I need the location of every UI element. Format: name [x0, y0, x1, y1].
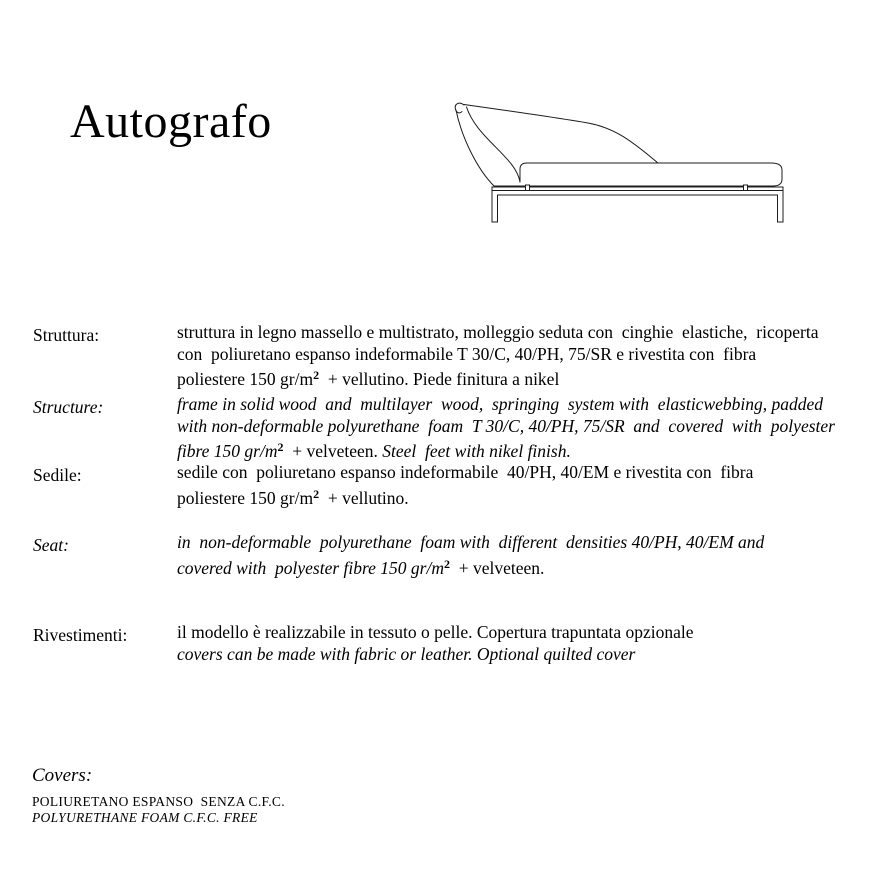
spec-text-struttura — [177, 322, 877, 391]
spec-line: poliestere 150 $gr/m^2$ + vellutino. — [177, 486, 409, 508]
spec-line: sedile con poliuretano espanso indeformabile 40/PH, 40/EM e rivestita con fibra — [177, 462, 754, 482]
spec-line: covered with polyester fibre 150 $gr/m^2$ + velveteen. — [177, 556, 545, 578]
spec-line: in non-deformable polyurethane foam with different densities 40/PH, 40/EM and — [177, 532, 765, 552]
spec-line: covers can be made with fabric or leather. Optional quilted cover — [177, 643, 636, 664]
spec-label-seat: Seat: — [33, 535, 69, 555]
covers-line-italian: POLIURETANO ESPANSO SENZA C.F.C. — [32, 794, 285, 809]
spec-label-structure: Structure: — [33, 397, 104, 417]
spec-text-rivestimenti — [177, 622, 877, 665]
spec-line: poliestere 150 $gr/m^2$ + vellutino. Piede finitura a nikel — [177, 368, 560, 389]
spec-text-seat — [177, 532, 877, 579]
spec-line: con poliuretano espanso indeformabile T 30/C, 40/PH, 75/SR e rivestita con fibra — [177, 343, 757, 364]
spec-line: struttura in legno massello e multistrato, molleggio seduta con cinghie elastiche, ricoperta — [177, 322, 819, 342]
spec-line: fibre 150 $gr/m^2$ + velveteen. Steel feet with nikel finish. — [177, 440, 571, 461]
covers-title: Covers: — [32, 765, 93, 786]
spec-line: il modello è realizzabile in tessuto o pelle. Copertura trapuntata opzionale — [177, 622, 694, 642]
covers-line-english: POLYURETHANE FOAM C.F.C. FREE — [32, 810, 258, 825]
spec-text-structure — [177, 394, 877, 463]
chaise-longue-icon — [450, 95, 790, 230]
product-drawing — [450, 95, 790, 230]
spec-label-sedile: Sedile: — [33, 465, 82, 485]
spec-label-rivestimenti: Rivestimenti: — [33, 625, 128, 645]
page-title: Autografo — [70, 95, 272, 148]
spec-line: frame in solid wood and multilayer wood, springing system with elasticwebbing, padded — [177, 394, 824, 414]
spec-line: with non-deformable polyurethane foam T 30/C, 40/PH, 75/SR and covered with polyester — [177, 415, 835, 436]
spec-label-struttura: Struttura: — [33, 325, 100, 345]
spec-text-sedile — [177, 462, 877, 509]
